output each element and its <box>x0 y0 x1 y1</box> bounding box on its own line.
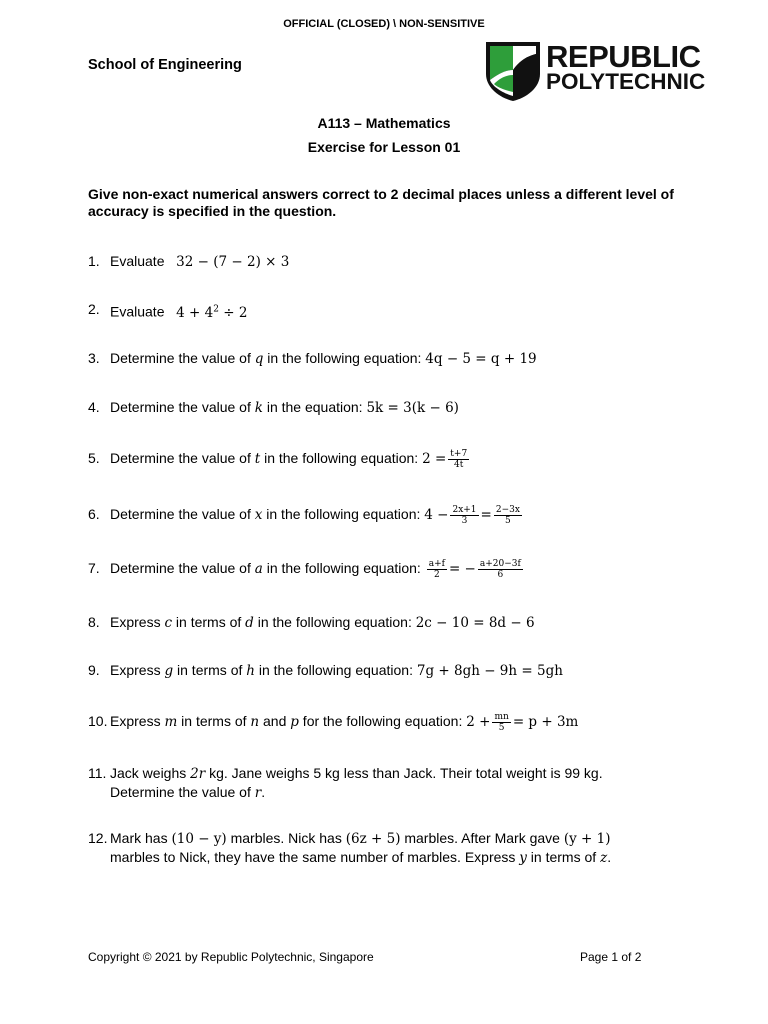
variable: y <box>519 850 527 866</box>
math-expression: $4 + 4^2 \div 2$ <box>176 304 248 321</box>
math-expression: 2 = <box>422 451 447 468</box>
question-text: in the following equation: <box>254 662 417 678</box>
math-expression: 4 − <box>424 507 449 524</box>
instructions: Give non-exact numerical answers correct to 2 decimal places unless a different level of accuracy is specified in the question. <box>88 186 674 219</box>
question-text: Express <box>110 662 165 678</box>
question-1 <box>88 252 688 271</box>
variable: g <box>164 663 174 679</box>
question-text: Determine the value of <box>110 399 255 415</box>
question-number: 2. <box>88 301 100 317</box>
question-text: marbles. Nick has <box>226 830 346 846</box>
question-text: Evaluate <box>110 303 165 320</box>
question-text: marbles to Nick, they have the same number of marbles. Express <box>110 849 520 865</box>
question-number: 10. <box>88 713 108 729</box>
logo-text-republic: REPUBLIC <box>546 39 701 74</box>
question-text: Jack weighs <box>110 765 191 781</box>
question-9 <box>88 661 688 680</box>
question-text: in terms of <box>177 713 251 730</box>
question-text: Determine the value of <box>110 506 255 523</box>
math-expression: (6z + 5) <box>345 831 401 847</box>
question-text: Mark has <box>110 830 172 846</box>
math-expression: 7g + 8gh − 9h = 5gh <box>416 663 563 679</box>
math-expression: 2r <box>190 766 206 782</box>
variable: m <box>164 714 178 731</box>
fraction: $\frac{mn}{5}$ <box>494 712 509 733</box>
fraction: $\frac{t+7}{4t}$ <box>450 449 468 470</box>
question-text: in the following equation: <box>253 614 416 630</box>
question-12 <box>88 829 688 867</box>
question-text: marbles. After Mark gave <box>400 830 564 846</box>
lesson-title: Exercise for Lesson 01 <box>307 139 461 155</box>
variable: d <box>245 615 254 631</box>
question-text: in the following equation: <box>263 350 426 366</box>
question-6 <box>88 505 688 526</box>
question-text: . <box>261 784 266 800</box>
question-8 <box>88 613 688 632</box>
equals-sign: = − <box>448 561 476 578</box>
question-text: . <box>607 849 612 865</box>
variable: k <box>254 400 263 416</box>
variable: q <box>254 351 264 367</box>
question-11 <box>88 764 688 802</box>
question-text: Evaluate <box>110 253 165 269</box>
variable: a <box>254 561 263 578</box>
question-text: Determine the value of <box>110 350 255 366</box>
question-number: 12. <box>88 830 108 846</box>
variable: t <box>254 451 261 468</box>
question-text: Determine the value of <box>110 560 255 577</box>
question-number: 11. <box>88 765 107 781</box>
shield-icon <box>484 40 542 102</box>
equals-sign: = <box>480 507 492 524</box>
math-expression: 5k = 3(k − 6) <box>366 400 459 416</box>
question-text: Determine the value of <box>110 784 255 800</box>
variable: p <box>290 714 299 731</box>
question-number: 8. <box>88 614 100 630</box>
math-expression: 2 + <box>466 714 491 731</box>
question-number: 5. <box>88 450 100 466</box>
variable: r <box>254 785 262 801</box>
question-number: 4. <box>88 399 100 415</box>
question-text: kg. Jane weighs 5 kg less than Jack. Their total weight is 99 kg. <box>205 765 603 781</box>
fraction: $\frac{a+20-3f}{6}$ <box>479 559 521 580</box>
question-text: for the following equation: <box>298 713 467 730</box>
question-text: Express <box>110 614 165 630</box>
question-text: in terms of <box>172 614 246 630</box>
course-title: A113 – Mathematics <box>317 115 451 131</box>
math-expression: (10 − y) <box>171 831 227 847</box>
page-number: Page 1 of 2 <box>580 950 642 964</box>
question-text: Determine the value of <box>110 450 255 467</box>
variable: h <box>246 663 255 679</box>
republic-polytechnic-logo <box>484 39 706 102</box>
question-text: and <box>259 713 291 730</box>
logo-text-polytechnic: POLYTECHNIC <box>546 69 706 94</box>
question-text: in the following equation: <box>260 450 423 467</box>
question-4 <box>88 398 688 417</box>
fraction: $\frac{a+f}{2}$ <box>428 559 445 580</box>
question-number: 3. <box>88 350 100 366</box>
question-7 <box>88 559 688 580</box>
question-3 <box>88 349 688 368</box>
question-number: 6. <box>88 506 100 522</box>
question-text: in terms of <box>173 662 247 678</box>
math-expression: 4q − 5 = q + 19 <box>425 351 537 367</box>
question-text: in the following equation: <box>262 506 425 523</box>
question-5 <box>88 449 688 470</box>
question-2 <box>88 300 688 322</box>
question-number: 7. <box>88 560 100 576</box>
math-expression: = p + 3m <box>512 714 579 731</box>
variable: x <box>254 507 263 524</box>
math-expression: 32 − (7 − 2) × 3 <box>176 254 290 270</box>
question-number: 1. <box>88 253 100 269</box>
copyright-footer: Copyright © 2021 by Republic Polytechnic, Singapore <box>88 950 374 964</box>
variable: z <box>600 850 608 866</box>
question-text: in terms of <box>526 849 601 865</box>
fraction: $\frac{2-3x}{5}$ <box>495 505 520 526</box>
question-number: 9. <box>88 662 100 678</box>
question-text: Express <box>110 713 165 730</box>
school-name: School of Engineering <box>88 57 242 73</box>
question-10 <box>88 712 688 733</box>
variable: c <box>164 615 173 631</box>
classification-label: OFFICIAL (CLOSED) \ NON-SENSITIVE <box>283 18 485 30</box>
variable: n <box>250 714 260 731</box>
math-expression: 2c − 10 = 8d − 6 <box>415 615 535 631</box>
math-expression: (y + 1) <box>563 831 611 847</box>
fraction: $\frac{2x+1}{3}$ <box>452 505 477 526</box>
question-text: in the following equation: <box>262 560 425 577</box>
question-text: in the equation: <box>262 399 367 415</box>
